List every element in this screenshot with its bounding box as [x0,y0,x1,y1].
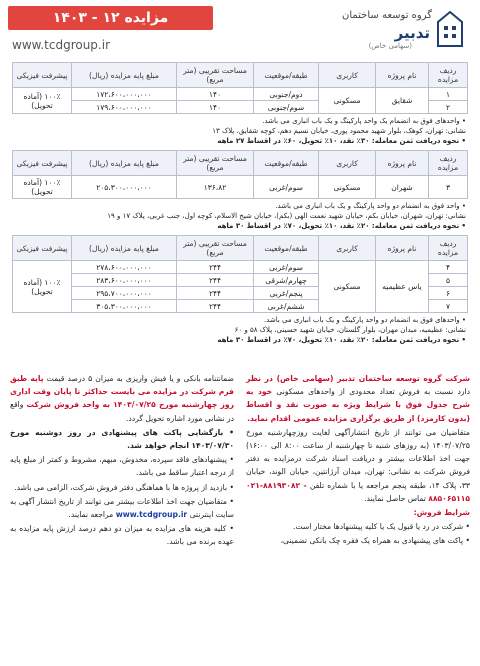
auction-table-1 [12,62,468,114]
cell-area: ۱۴۰ [177,88,254,101]
website-url[interactable]: www.tcdgroup.ir [12,38,111,52]
left-line: می باشد. [14,482,45,492]
col-row: ردیف مزایده [429,151,468,176]
cell-num: ۱ [429,88,468,101]
contact-tail: تماس حاصل نمایند. [364,493,426,503]
left-line: ضمانتنامه بانکی و یا فیش واریزی به میزان ۵ درصد قیمت [46,374,235,383]
left-line: • بازگشایی پاکت های پیشنهادی در روز دوشنبه مورخ ۱۴۰۳/۰۷/۳۰ [10,427,234,451]
col-floor: طبقه/موقعیت [254,151,319,176]
col-row: ردیف مزایده [429,236,468,261]
auction-banner: مزایده ۱۲ - ۱۴۰۳ [8,6,213,30]
cell-price: ۲۹۵،۷۰۰،۰۰۰،۰۰۰ [72,287,177,300]
left-line: • پیشنهادهای فاقد سپرده، مخدوش، مبهم، مشروط و کمتر از مبلغ [23,455,234,465]
cell-num: ۴ [429,261,468,274]
note-line: • واحد فوق به انضمام دو واحد پارکینگ و یک باب انباری می باشد. [275,202,466,210]
cell-num: ۶ [429,287,468,300]
cell-price: ۲۸۳،۶۰۰،۰۰۰،۰۰۰ [72,274,177,287]
col-floor: طبقه/موقعیت [254,236,319,261]
left-line: انجام خواهد شد. [127,441,189,451]
left-column [10,372,234,550]
cell-progress: ۱۰۰٪ (آماده تحویل) [13,88,72,114]
website-link[interactable]: www.tcdgroup.ir [115,510,188,520]
note-line: نشانی: تهران، کوهک، بلوار شهید محمود پوری، خیابان نسیم دهم، کوچه شقایق، پلاک ۱۳ [212,127,466,135]
col-usage: کاربری [319,236,376,261]
cell-area: ۲۴۴ [177,287,254,300]
logo-name: تدبیر [394,24,430,42]
header [0,0,480,62]
table-3-notes [14,315,466,345]
cell-num: ۲ [429,101,468,114]
col-base-price: مبلغ پایه مزایده (ریال) [72,63,177,88]
col-usage: کاربری [319,151,376,176]
cell-progress: ۱۰۰٪ (آماده تحویل) [13,261,72,313]
cell-num: ۷ [429,300,468,313]
intro-line-3: خود به شرح جدول فوق با شرایط ویژه به صورت نقد و اقساط [246,387,470,410]
left-line: • متقاضیان جهت اخذ اطلاعات بیشتر می توانند از تاریخ انتشار [36,496,234,506]
col-row: ردیف مزایده [429,63,468,88]
cell-price: ۲۰۵،۳۰۰،۰۰۰،۰۰۰ [72,176,177,199]
col-area: مساحت تقریبی (متر مربع) [177,63,254,88]
note-line: • نحوه دریافت ثمن معامله: ۲۰٪ نقد، ۱۰٪ تحویل، ۷۰٪ در اقساط ۳۰ ماهه [217,222,466,230]
cell-area: ۱۴۰ [177,101,254,114]
table-header-row [13,151,468,176]
cell-floor: دوم/جنوبی [254,88,319,101]
note-line: • نحوه دریافت ثمن معامله: ۳۰٪ نقد، ۱۰٪ تحویل، ۶۰٪ در اقساط ۲۷ ماهه [217,137,466,145]
left-line: • کلیه هزینه های مزایده به میزان دو دهم درصد ارزش پایه [42,524,234,534]
col-base-price: مبلغ پایه مزایده (ریال) [72,236,177,261]
note-line: • نحوه دریافت ثمن معامله: ۲۰٪ نقد، ۱۰٪ تحویل، ۷۰٪ در اقساط ۳۰ ماهه [217,336,466,344]
cell-progress: ۱۰۰٪ (آماده تحویل) [13,176,72,199]
note-line: نشانی: عظیمیه، میدان مهران، بلوار گلستان، خیابان شهید حسینی، پلاک ۵۸ و ۶۰ [234,326,466,334]
col-project: نام پروژه [376,236,429,261]
col-project: نام پروژه [376,151,429,176]
cell-price: ۱۷۹،۶۰۰،۰۰۰،۰۰۰ [72,101,177,114]
cell-floor: سوم/غربی [254,261,319,274]
table-header-row [13,63,468,88]
cell-area: ۲۴۴ [177,300,254,313]
cell-area: ۱۳۶،۸۲ [177,176,254,199]
left-line: آگهی به سایت اینترنتی [10,496,234,520]
right-column [246,372,470,549]
auction-table-2 [12,150,468,199]
col-area: مساحت تقریبی (متر مربع) [177,236,254,261]
cell-floor: سوم/غربی [254,176,319,199]
cell-area: ۲۴۴ [177,274,254,287]
cell-area: ۲۴۴ [177,261,254,274]
cell-num: ۳ [429,176,468,199]
table-2-notes [14,201,466,231]
table-row [13,261,468,274]
building-logo-icon [436,10,464,48]
left-line: پایه از درجه اعتبار ساقط می باشد. [10,455,234,478]
conditions-title: شرایط فروش: [413,508,470,518]
cell-project: شهران [376,176,429,199]
cell-price: ۳۰۵،۳۰۰،۰۰۰،۰۰۰ [72,300,177,313]
cell-num: ۵ [429,274,468,287]
table-1-notes [14,116,466,146]
left-line: مراجعه نمایند. [68,510,114,520]
cell-project: یاس عظیمیه [376,261,429,313]
table-header-row [13,236,468,261]
col-usage: کاربری [319,63,376,88]
logo-subtitle: (سهامی خاص) [368,42,412,50]
table-row [13,88,468,101]
col-project: نام پروژه [376,63,429,88]
cell-price: ۲۷۸،۶۰۰،۰۰۰،۰۰۰ [72,261,177,274]
left-line: • بازدید از پروژه ها با هماهنگی دفتر فروش شرکت، الزامی [46,482,234,492]
col-base-price: مبلغ پایه مزایده (ریال) [72,151,177,176]
left-line: اداری روز چهارشنبه مورخ ۱۴۰۳/۰۷/۲۵ به واحد فروش شرکت [10,387,234,410]
auction-table-3 [12,235,468,313]
cell-floor: پنجم/غربی [254,287,319,300]
logo-title: گروه توسعه ساختمان [341,10,432,21]
left-line: واقع در نشانی مورد اشاره تحویل گردد. [10,400,234,423]
content [0,62,480,349]
phone-number[interactable]: ۰۲۱-۸۸۱۹۳۰۸۲ - ۸۸۵۰۶۵۱۱۵ [246,480,470,503]
condition-2: • پاکت های پیشنهادی به همراه یک فقره چک بانکی تضمینی، [280,536,470,546]
cell-floor: چهارم/شرقی [254,274,319,287]
cell-usage: مسکونی [319,88,376,114]
body-text [10,372,470,662]
col-floor: طبقه/موقعیت [254,63,319,88]
col-progress: پیشرفت فیزیکی [13,236,72,261]
cell-price: ۱۷۲،۶۰۰،۰۰۰،۰۰۰ [72,88,177,101]
note-line: • واحدهای فوق به انضمام یک واحد پارکینگ و یک باب انباری می باشد. [262,117,466,125]
left-line: مزایده به عهده برنده می باشد. [10,524,234,547]
condition-1: • شرکت در رد یا قبول یک یا کلیه پیشنهادها مختار است. [293,522,470,532]
intro-line-4: (بدون کارمزد) از طریق برگزاری مزایده عمومی اقدام نماید. [247,413,470,423]
cell-usage: مسکونی [319,176,376,199]
company-logo [341,4,470,56]
table-row [13,176,468,199]
col-progress: پیشرفت فیزیکی [13,63,72,88]
cell-floor: ششم/غربی [254,300,319,313]
contact-paragraph: متقاضیان می توانند از تاریخ انتشارآگهی لغایت روزچهارشنبه مورخ ۱۴۰۳/۰۷/۲۵ (به روزهای شنبه تا چهارشنبه از ساعت ۸:۰۰ الی ۱۶:۰۰) جهت اخذ اطلاعات بیشتر و دریافت اسناد شرکت درمزایده به دفتر فروش شرکت به نشانی: تهران، میدان آرژانتین، خیابان الوند، خیابان ۳۳، پلاک ۱۴، طبقه پنجم مراجعه یا با شماره تلفن [246,427,470,490]
intro-line-1: شرکت گروه توسعه ساختمان تدبیر (سهامی خاص) در نظر [246,374,470,383]
note-line: • واحدهای فوق به انضمام دو واحد پارکینگ و یک باب انباری می باشد. [263,316,466,324]
intro-line-2: دارد نسبت به فروش تعداد محدودی از واحدهای مسکونی [276,387,470,397]
note-line: نشانی: تهران، شهران، خیابان بکم، خیابان شهید نعمت الهی (بکم)، خیابان شیخ الاسلام، کوچه اول، جنب غربی، پلاک ۱۷ و ۱۹ [107,212,466,220]
cell-project: شقایق [376,88,429,114]
col-progress: پیشرفت فیزیکی [13,151,72,176]
left-line: پایه طبق فرم شرکت در مزایده می بایست حداکثر تا پایان وقت [10,374,234,397]
col-area: مساحت تقریبی (متر مربع) [177,151,254,176]
cell-usage: مسکونی [319,261,376,313]
cell-floor: سوم/جنوبی [254,101,319,114]
